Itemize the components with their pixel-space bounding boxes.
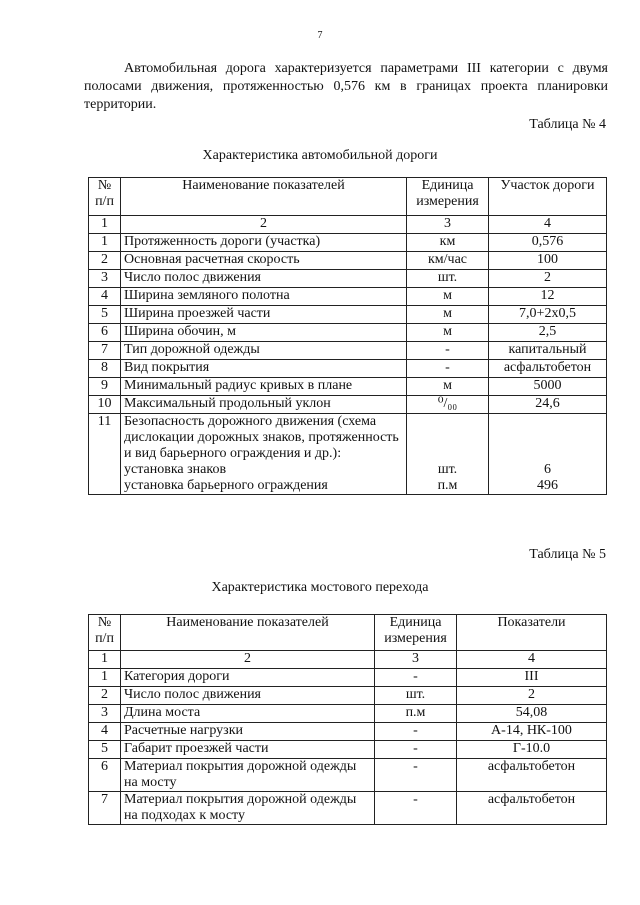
row-number: 4 bbox=[89, 288, 121, 306]
table-row bbox=[89, 741, 607, 759]
table5-title: Характеристика мостового перехода bbox=[211, 580, 429, 595]
header-unit: Единица измерения bbox=[407, 178, 489, 216]
table-row bbox=[89, 378, 607, 396]
col-number-3: 3 bbox=[375, 651, 457, 669]
row-number: 10 bbox=[89, 396, 121, 414]
header-number: № п/п bbox=[89, 178, 121, 216]
row-name: Расчетные нагрузки bbox=[121, 723, 375, 741]
row-number: 6 bbox=[89, 759, 121, 792]
table-row bbox=[89, 705, 607, 723]
row-value: 54,08 bbox=[457, 705, 607, 723]
table-row bbox=[89, 324, 607, 342]
row-number: 8 bbox=[89, 360, 121, 378]
row-unit bbox=[407, 414, 489, 495]
row-unit: шт. bbox=[375, 687, 457, 705]
row-value: асфальтобетон bbox=[457, 792, 607, 825]
row-value: 2 bbox=[457, 687, 607, 705]
row-value: 24,6 bbox=[489, 396, 607, 414]
row-name: Ширина обочин, м bbox=[121, 324, 407, 342]
row-unit: км/час bbox=[407, 252, 489, 270]
row-value: 12 bbox=[489, 288, 607, 306]
row-name: Основная расчетная скорость bbox=[121, 252, 407, 270]
row-value: асфальтобетон bbox=[489, 360, 607, 378]
row-unit: - bbox=[407, 360, 489, 378]
table4-row-safety bbox=[89, 414, 607, 495]
row-number: 2 bbox=[89, 252, 121, 270]
row-unit: ⁰/₀₀ bbox=[407, 396, 489, 414]
row-value: капитальный bbox=[489, 342, 607, 360]
intro-paragraph: Автомобильная дорога характеризуется параметрами III категории с двумя полосами движения, протяженностью 0,576 км в границах проекта планировки территории. bbox=[84, 61, 608, 112]
col-number-4: 4 bbox=[457, 651, 607, 669]
row-unit: м bbox=[407, 288, 489, 306]
row-number: 11 bbox=[89, 414, 121, 495]
table5-header-row bbox=[89, 615, 607, 651]
table-row bbox=[89, 669, 607, 687]
header-unit: Единица измерения bbox=[375, 615, 457, 651]
table5-numbering-row bbox=[89, 651, 607, 669]
col-number-4: 4 bbox=[489, 216, 607, 234]
row-number: 6 bbox=[89, 324, 121, 342]
row-value bbox=[489, 414, 607, 495]
row-number: 9 bbox=[89, 378, 121, 396]
row-name: Длина моста bbox=[121, 705, 375, 723]
row-name: Ширина земляного полотна bbox=[121, 288, 407, 306]
row-value: 5000 bbox=[489, 378, 607, 396]
table-row bbox=[89, 792, 607, 825]
row-value: III bbox=[457, 669, 607, 687]
row-number: 1 bbox=[89, 234, 121, 252]
table4-title: Характеристика автомобильной дороги bbox=[202, 148, 438, 163]
row-value: 7,0+2х0,5 bbox=[489, 306, 607, 324]
header-number: № п/п bbox=[89, 615, 121, 651]
row-number: 3 bbox=[89, 705, 121, 723]
row-unit: п.м bbox=[375, 705, 457, 723]
row-number: 5 bbox=[89, 741, 121, 759]
row-name: Вид покрытия bbox=[121, 360, 407, 378]
table-row bbox=[89, 342, 607, 360]
barrier-unit: п.м bbox=[437, 478, 458, 493]
row-value: А-14, НК-100 bbox=[457, 723, 607, 741]
row-unit: - bbox=[375, 759, 457, 792]
signs-installation-label: установка знаков bbox=[124, 462, 227, 477]
row-unit: - bbox=[375, 792, 457, 825]
table5-label: Таблица № 5 bbox=[529, 547, 606, 562]
header-values: Показатели bbox=[457, 615, 607, 651]
row-number: 4 bbox=[89, 723, 121, 741]
table-row bbox=[89, 288, 607, 306]
row-number: 7 bbox=[89, 792, 121, 825]
table-row bbox=[89, 759, 607, 792]
row-unit: м bbox=[407, 324, 489, 342]
row-unit: шт. bbox=[407, 270, 489, 288]
row-number: 5 bbox=[89, 306, 121, 324]
bridge-characteristics-table bbox=[88, 614, 607, 825]
row-name: Минимальный радиус кривых в плане bbox=[121, 378, 407, 396]
row-unit: км bbox=[407, 234, 489, 252]
col-number-1: 1 bbox=[89, 216, 121, 234]
row-unit: - bbox=[375, 741, 457, 759]
row-name: Максимальный продольный уклон bbox=[121, 396, 407, 414]
table-row bbox=[89, 723, 607, 741]
road-characteristics-table bbox=[88, 177, 607, 495]
table-row bbox=[89, 687, 607, 705]
row-value: асфальтобетон bbox=[457, 759, 607, 792]
col-number-1: 1 bbox=[89, 651, 121, 669]
row-value: 0,576 bbox=[489, 234, 607, 252]
header-indicator-name: Наименование показателей bbox=[121, 178, 407, 216]
row-name: Тип дорожной одежды bbox=[121, 342, 407, 360]
row-name: Материал покрытия дорожной одежды на мосту bbox=[121, 759, 375, 792]
table4-label: Таблица № 4 bbox=[529, 117, 606, 132]
row-unit: м bbox=[407, 378, 489, 396]
row-value: 100 bbox=[489, 252, 607, 270]
row-value: 2 bbox=[489, 270, 607, 288]
row-number: 1 bbox=[89, 669, 121, 687]
header-road-section: Участок дороги bbox=[489, 178, 607, 216]
header-indicator-name: Наименование показателей bbox=[121, 615, 375, 651]
table-row bbox=[89, 396, 607, 414]
barrier-value: 496 bbox=[537, 478, 558, 493]
row-unit: - bbox=[375, 723, 457, 741]
row-name: Категория дороги bbox=[121, 669, 375, 687]
table-row bbox=[89, 270, 607, 288]
table-row bbox=[89, 306, 607, 324]
row-name: Число полос движения bbox=[121, 270, 407, 288]
barrier-installation-label: установка барьерного ограждения bbox=[124, 478, 328, 493]
row-value: Г-10.0 bbox=[457, 741, 607, 759]
row-number: 3 bbox=[89, 270, 121, 288]
col-number-3: 3 bbox=[407, 216, 489, 234]
signs-unit: шт. bbox=[437, 462, 458, 477]
col-number-2: 2 bbox=[121, 216, 407, 234]
row-number: 2 bbox=[89, 687, 121, 705]
row-unit: м bbox=[407, 306, 489, 324]
safety-description: Безопасность дорожного движения (схема дислокации дорожных знаков, протяженность и вид барьерного ограждения и др.): bbox=[124, 414, 399, 461]
row-name bbox=[121, 414, 407, 495]
row-name: Ширина проезжей части bbox=[121, 306, 407, 324]
col-number-2: 2 bbox=[121, 651, 375, 669]
row-number: 7 bbox=[89, 342, 121, 360]
row-name: Протяженность дороги (участка) bbox=[121, 234, 407, 252]
table-row bbox=[89, 234, 607, 252]
row-name: Габарит проезжей части bbox=[121, 741, 375, 759]
table4-numbering-row bbox=[89, 216, 607, 234]
row-name: Материал покрытия дорожной одежды на подходах к мосту bbox=[121, 792, 375, 825]
table-row bbox=[89, 252, 607, 270]
table-row bbox=[89, 360, 607, 378]
signs-value: 6 bbox=[544, 462, 551, 477]
page-number: 7 bbox=[317, 30, 323, 41]
row-unit: - bbox=[407, 342, 489, 360]
table4-header-row bbox=[89, 178, 607, 216]
row-name: Число полос движения bbox=[121, 687, 375, 705]
row-value: 2,5 bbox=[489, 324, 607, 342]
row-unit: - bbox=[375, 669, 457, 687]
